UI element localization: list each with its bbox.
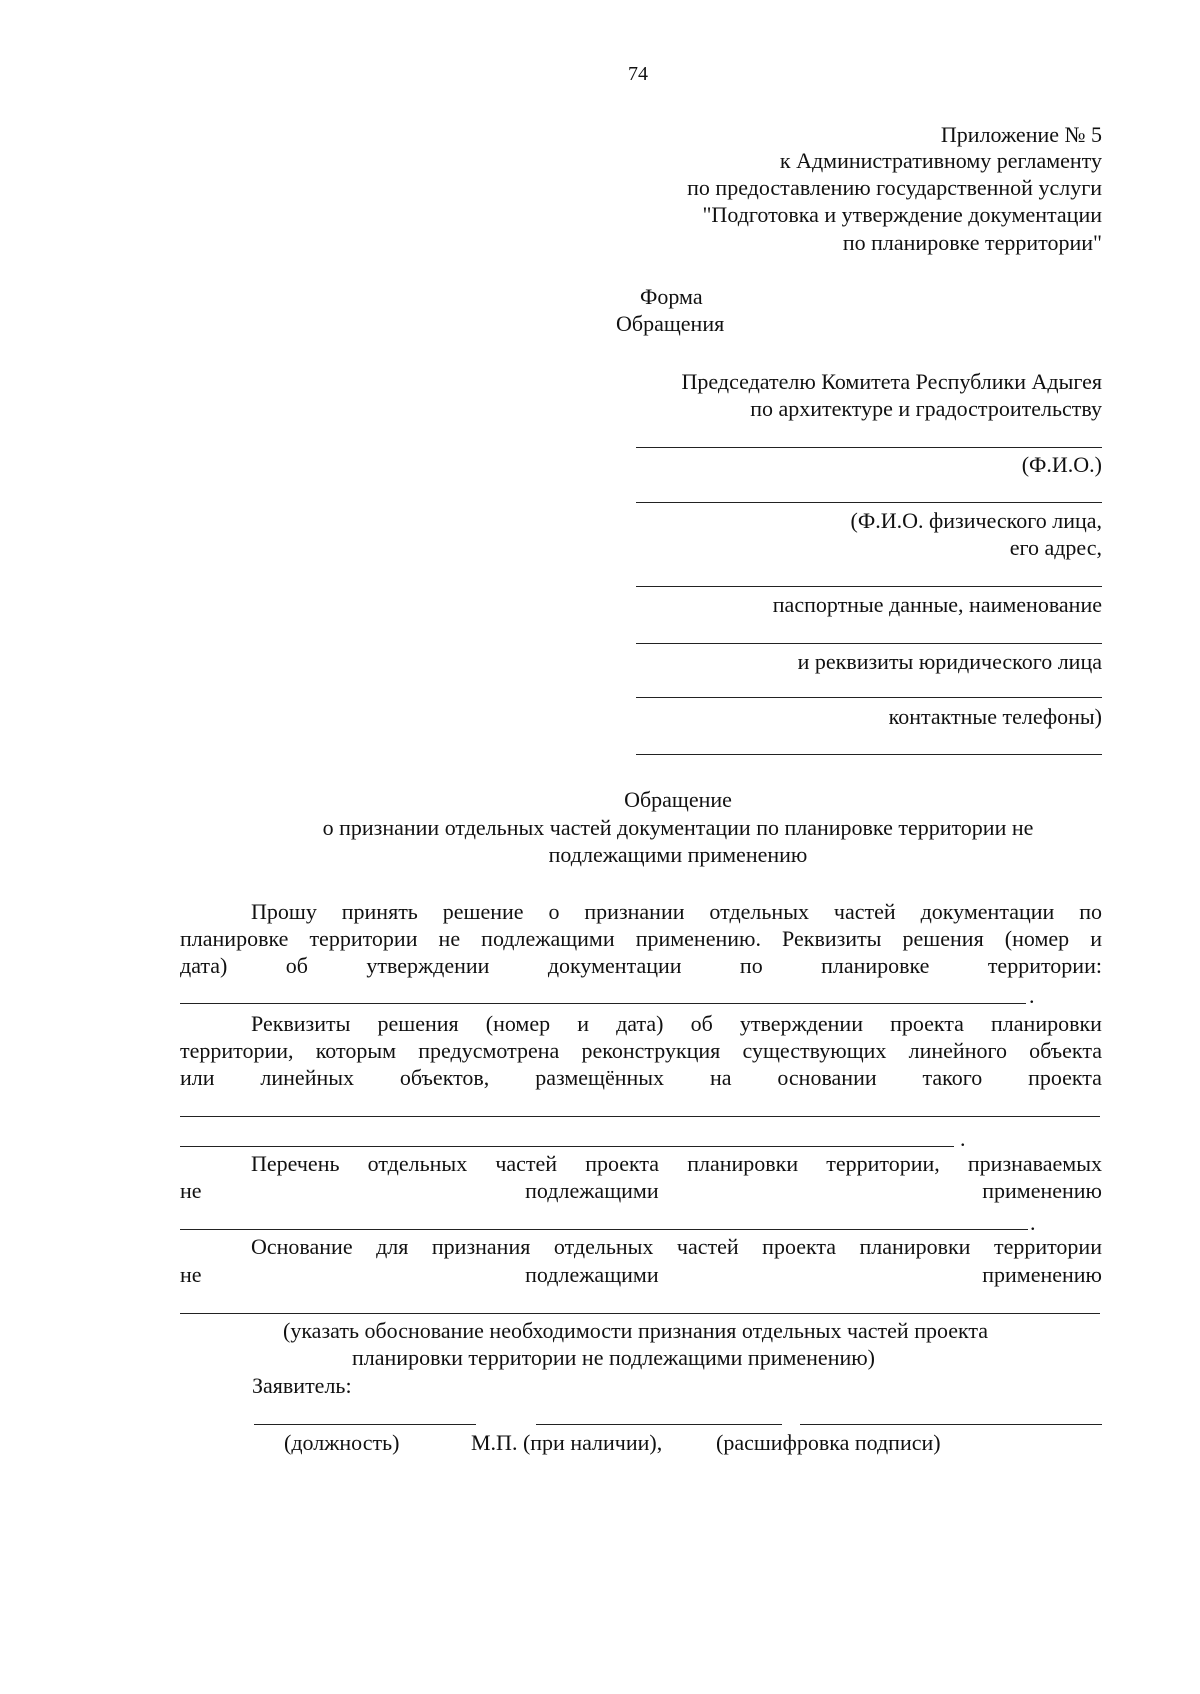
applicant-blank-line [636, 643, 1102, 644]
word: не [180, 1262, 202, 1287]
word: на [709, 1065, 732, 1090]
para4-line2 [180, 1262, 1102, 1288]
word: отдельных [367, 1151, 468, 1176]
word: реконструкция [581, 1038, 721, 1063]
applicant-blank-line [636, 697, 1102, 698]
word: отдельных [553, 1234, 654, 1259]
word: размещённых [535, 1065, 665, 1090]
word: частей [495, 1151, 558, 1176]
word: по [739, 953, 763, 978]
annex-line: "Подготовка и утверждение документации [702, 202, 1102, 227]
page-number: 74 [628, 63, 648, 85]
word: подлежащими [481, 926, 615, 951]
word: проекта [890, 1011, 964, 1036]
word: признаваемых [967, 1151, 1102, 1176]
decoding-hint: (расшифровка подписи) [716, 1430, 941, 1455]
word: Основание [251, 1234, 353, 1259]
annex-line: к Административному регламенту [779, 148, 1102, 173]
word: об [285, 953, 308, 978]
word: документации [920, 899, 1055, 924]
word: для [376, 1234, 409, 1259]
word: или [180, 1065, 215, 1090]
annex-line: по планировке территории" [842, 230, 1102, 255]
word: которым [315, 1038, 397, 1063]
word: решение [442, 899, 524, 924]
note-line: (указать обоснование необходимости признания отдельных частей проекта [283, 1318, 989, 1343]
annex-line: по предоставлению государственной услуги [687, 175, 1102, 200]
word: территории [993, 1234, 1102, 1259]
para2-line1 [251, 1011, 1102, 1037]
word: планировки [687, 1151, 799, 1176]
para2-blank-line [180, 1116, 1100, 1117]
para1-end-mark: . [1029, 983, 1035, 1008]
applicant-hint: и реквизиты юридического лица [797, 649, 1102, 674]
word: решения [377, 1011, 459, 1036]
word: Перечень [251, 1151, 340, 1176]
word: (номер [485, 1011, 551, 1036]
para1-line2 [180, 926, 1102, 952]
applicant-blank-line [636, 502, 1102, 503]
para2-line2 [180, 1038, 1102, 1064]
applicant-hint: контактные телефоны) [888, 704, 1102, 729]
word: утверждении [739, 1011, 863, 1036]
stamp-hint: М.П. (при наличии), [471, 1430, 663, 1455]
addressee-line: по архитектуре и градостроительству [750, 396, 1102, 421]
word: линейных [260, 1065, 355, 1090]
word: существующих [742, 1038, 887, 1063]
word: дата) [616, 1011, 664, 1036]
word: планировке [180, 926, 289, 951]
word: не [180, 1178, 202, 1203]
word: объектов, [399, 1065, 490, 1090]
para3-line2 [180, 1178, 1102, 1204]
para2-line3 [180, 1065, 1102, 1091]
word: проекта [585, 1151, 660, 1176]
word: частей [676, 1234, 739, 1259]
word: и [1090, 926, 1102, 951]
word: подлежащими [525, 1262, 659, 1287]
applicant-label: Заявитель: [252, 1373, 352, 1398]
word: о [548, 899, 560, 924]
word: линейного [908, 1038, 1007, 1063]
para3-end-mark: . [1030, 1210, 1036, 1235]
form-label: Форма [640, 284, 703, 309]
word: применению. [635, 926, 761, 951]
word: об [690, 1011, 713, 1036]
note-line: планировки территории не подлежащими применению) [352, 1345, 876, 1370]
word: планировке [821, 953, 930, 978]
para1-line1 [251, 899, 1102, 925]
word: территории, [826, 1151, 940, 1176]
fio-blank-line [636, 447, 1102, 448]
word: принять [341, 899, 418, 924]
word: Реквизиты [782, 926, 882, 951]
word: отдельных [709, 899, 809, 924]
addressee-line: Председателю Комитета Республики Адыгея [681, 369, 1102, 394]
word: утверждении [366, 953, 490, 978]
word: Реквизиты [251, 1011, 351, 1036]
applicant-hint: паспортные данные, наименование [772, 592, 1102, 617]
document-subtitle: о признании отдельных частей документации по планировке территории не [322, 815, 1034, 840]
word: основании [777, 1065, 877, 1090]
para2-blank-line [180, 1146, 954, 1147]
word: (номер [1004, 926, 1070, 951]
applicant-blank-line [636, 586, 1102, 587]
word: частей [833, 899, 896, 924]
word: проекта [1028, 1065, 1102, 1090]
signature-blank-line [536, 1424, 782, 1425]
annex-line: Приложение № 5 [940, 122, 1102, 147]
decoding-blank-line [800, 1424, 1102, 1425]
position-blank-line [254, 1424, 476, 1425]
para4-line1 [251, 1234, 1102, 1260]
word: применению [982, 1178, 1102, 1203]
word: территории, [180, 1038, 294, 1063]
word: признания [431, 1234, 531, 1259]
word: территории [309, 926, 418, 951]
para3-blank-line [180, 1229, 1028, 1230]
word: такого [922, 1065, 983, 1090]
word: документации [547, 953, 682, 978]
word: решения [902, 926, 984, 951]
word: территории: [987, 953, 1102, 978]
word: и [577, 1011, 589, 1036]
position-hint: (должность) [284, 1430, 400, 1455]
para2-end-mark: . [960, 1126, 966, 1151]
para3-line1 [251, 1151, 1102, 1177]
applicant-hint: (Ф.И.О. физического лица, [850, 508, 1102, 533]
para1-line3 [180, 953, 1102, 979]
word: предусмотрена [418, 1038, 560, 1063]
applicant-blank-line [636, 754, 1102, 755]
word: не [438, 926, 461, 951]
applicant-hint: его адрес, [1009, 535, 1102, 560]
document-title: Обращение [624, 787, 732, 812]
word: применению [982, 1262, 1102, 1287]
fio-hint: (Ф.И.О.) [1021, 452, 1102, 477]
para4-blank-line [180, 1313, 1100, 1314]
word: по [1079, 899, 1102, 924]
word: дата) [180, 953, 228, 978]
word: подлежащими [525, 1178, 659, 1203]
word: планировки [859, 1234, 971, 1259]
word: планировки [991, 1011, 1102, 1036]
word: проекта [762, 1234, 837, 1259]
word: объекта [1029, 1038, 1102, 1063]
para1-blank-line [180, 1003, 1026, 1004]
word: Прошу [251, 899, 317, 924]
form-label-sub: Обращения [616, 311, 725, 336]
document-subtitle: подлежащими применению [548, 842, 808, 867]
word: признании [584, 899, 685, 924]
